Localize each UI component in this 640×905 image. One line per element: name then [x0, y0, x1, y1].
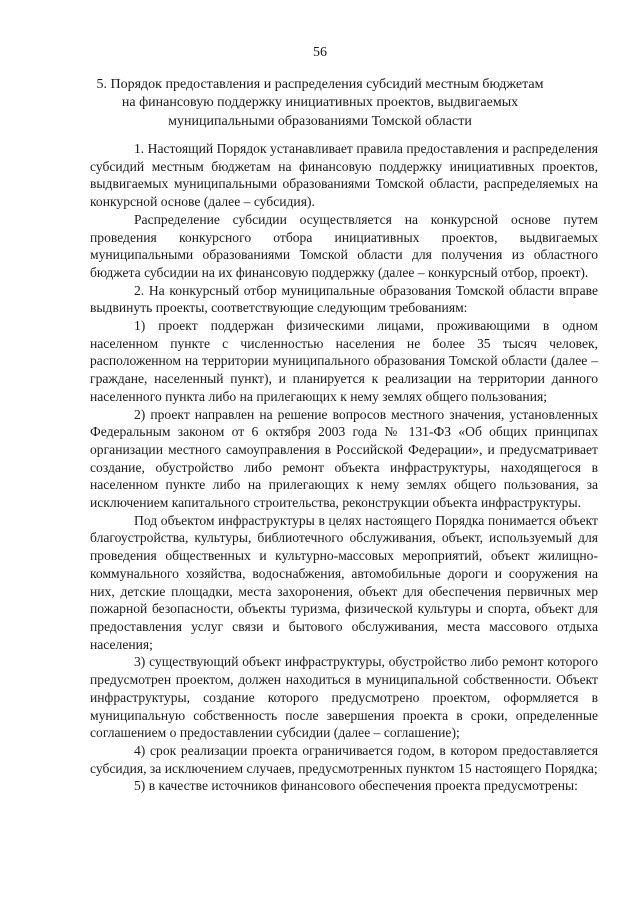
paragraph-4: 1) проект поддержан физическими лицами, проживающими в одном населенном пункте с численностью населения не более 35 тысяч человек, расположенном на территории муниципального образования Томской области (далее – граждане, населенный пункт), и планируется к реализации на территории данного населенного пункта либо на прилегающих к нему землях общего пользования; — [90, 318, 598, 404]
paragraph-8: 4) срок реализации проекта ограничивается годом, в котором предоставляется субсидия, за исключением случаев, предусмотренных пунктом 15 настоящего Порядка; — [90, 742, 598, 776]
document-body — [90, 140, 598, 795]
paragraph-1: 1. Настоящий Порядок устанавливает правила предоставления и распределения субсидий местным бюджетам на финансовую поддержку инициативных проектов, выдвигаемых муниципальными образованиями Томской области, распределяемых на конкурсной основе (далее – субсидия). — [90, 141, 598, 210]
paragraph-5: 2) проект направлен на решение вопросов местного значения, установленных Федеральным законом от 6 октября 2003 года № 131-ФЗ «Об общих принципах организации местного самоуправления в Российской Федерации», и предусматривает создание, обустройство либо ремонт объекта инфраструктуры, находящегося в населенном пункте либо на прилегающих к нему землях общего пользования, за исключением капитального строительства, реконструкции объекта инфраструктуры. — [90, 406, 598, 511]
paragraph-6: Под объектом инфраструктуры в целях настоящего Порядка понимается объект благоустройства, культуры, библиотечного обслуживания, объект, используемый для проведения общественных и культурно-массовых мероприятий, объект жилищно-коммунального хозяйства, водоснабжения, автомобильные дороги и сооружения на них, детские площадки, места захоронения, объект для обеспечения первичных мер пожарной безопасности, объекты туризма, физической культуры и спорта, объект для предоставления услуг связи и бытового обслуживания, места массового отдыха населения; — [90, 512, 598, 652]
paragraph-3: 2. На конкурсный отбор муниципальные образования Томской области вправе выдвинуть проекты, соответствующие следующим требованиям: — [90, 282, 598, 316]
paragraph-7: 3) существующий объект инфраструктуры, обустройство либо ремонт которого предусмотрен проектом, должен находиться в муниципальной собственности. Объект инфраструктуры, создание которого предусмотрено проектом, оформляется в муниципальную собственность после завершения проекта в сроки, определенные соглашением о предоставлении субсидии (далее – соглашение); — [90, 654, 598, 741]
paragraph-2: Распределение субсидии осуществляется на конкурсной основе путем проведения конкурсного отбора инициативных проектов, выдвигаемых муниципальными образованиями Томской области для получения из областного бюджета субсидии на их финансовую поддержку (далее – конкурсный отбор, проект). — [90, 211, 598, 280]
section-title: 5. Порядок предоставления и распределения субсидий местным бюджетам на финансовую поддержку инициативных проектов, выдвигаемых муниципальными образованиями Томской области — [96, 77, 544, 129]
page-number: 56 — [313, 45, 327, 60]
paragraph-9: 5) в качестве источников финансового обеспечения проекта предусмотрены: — [134, 778, 578, 794]
